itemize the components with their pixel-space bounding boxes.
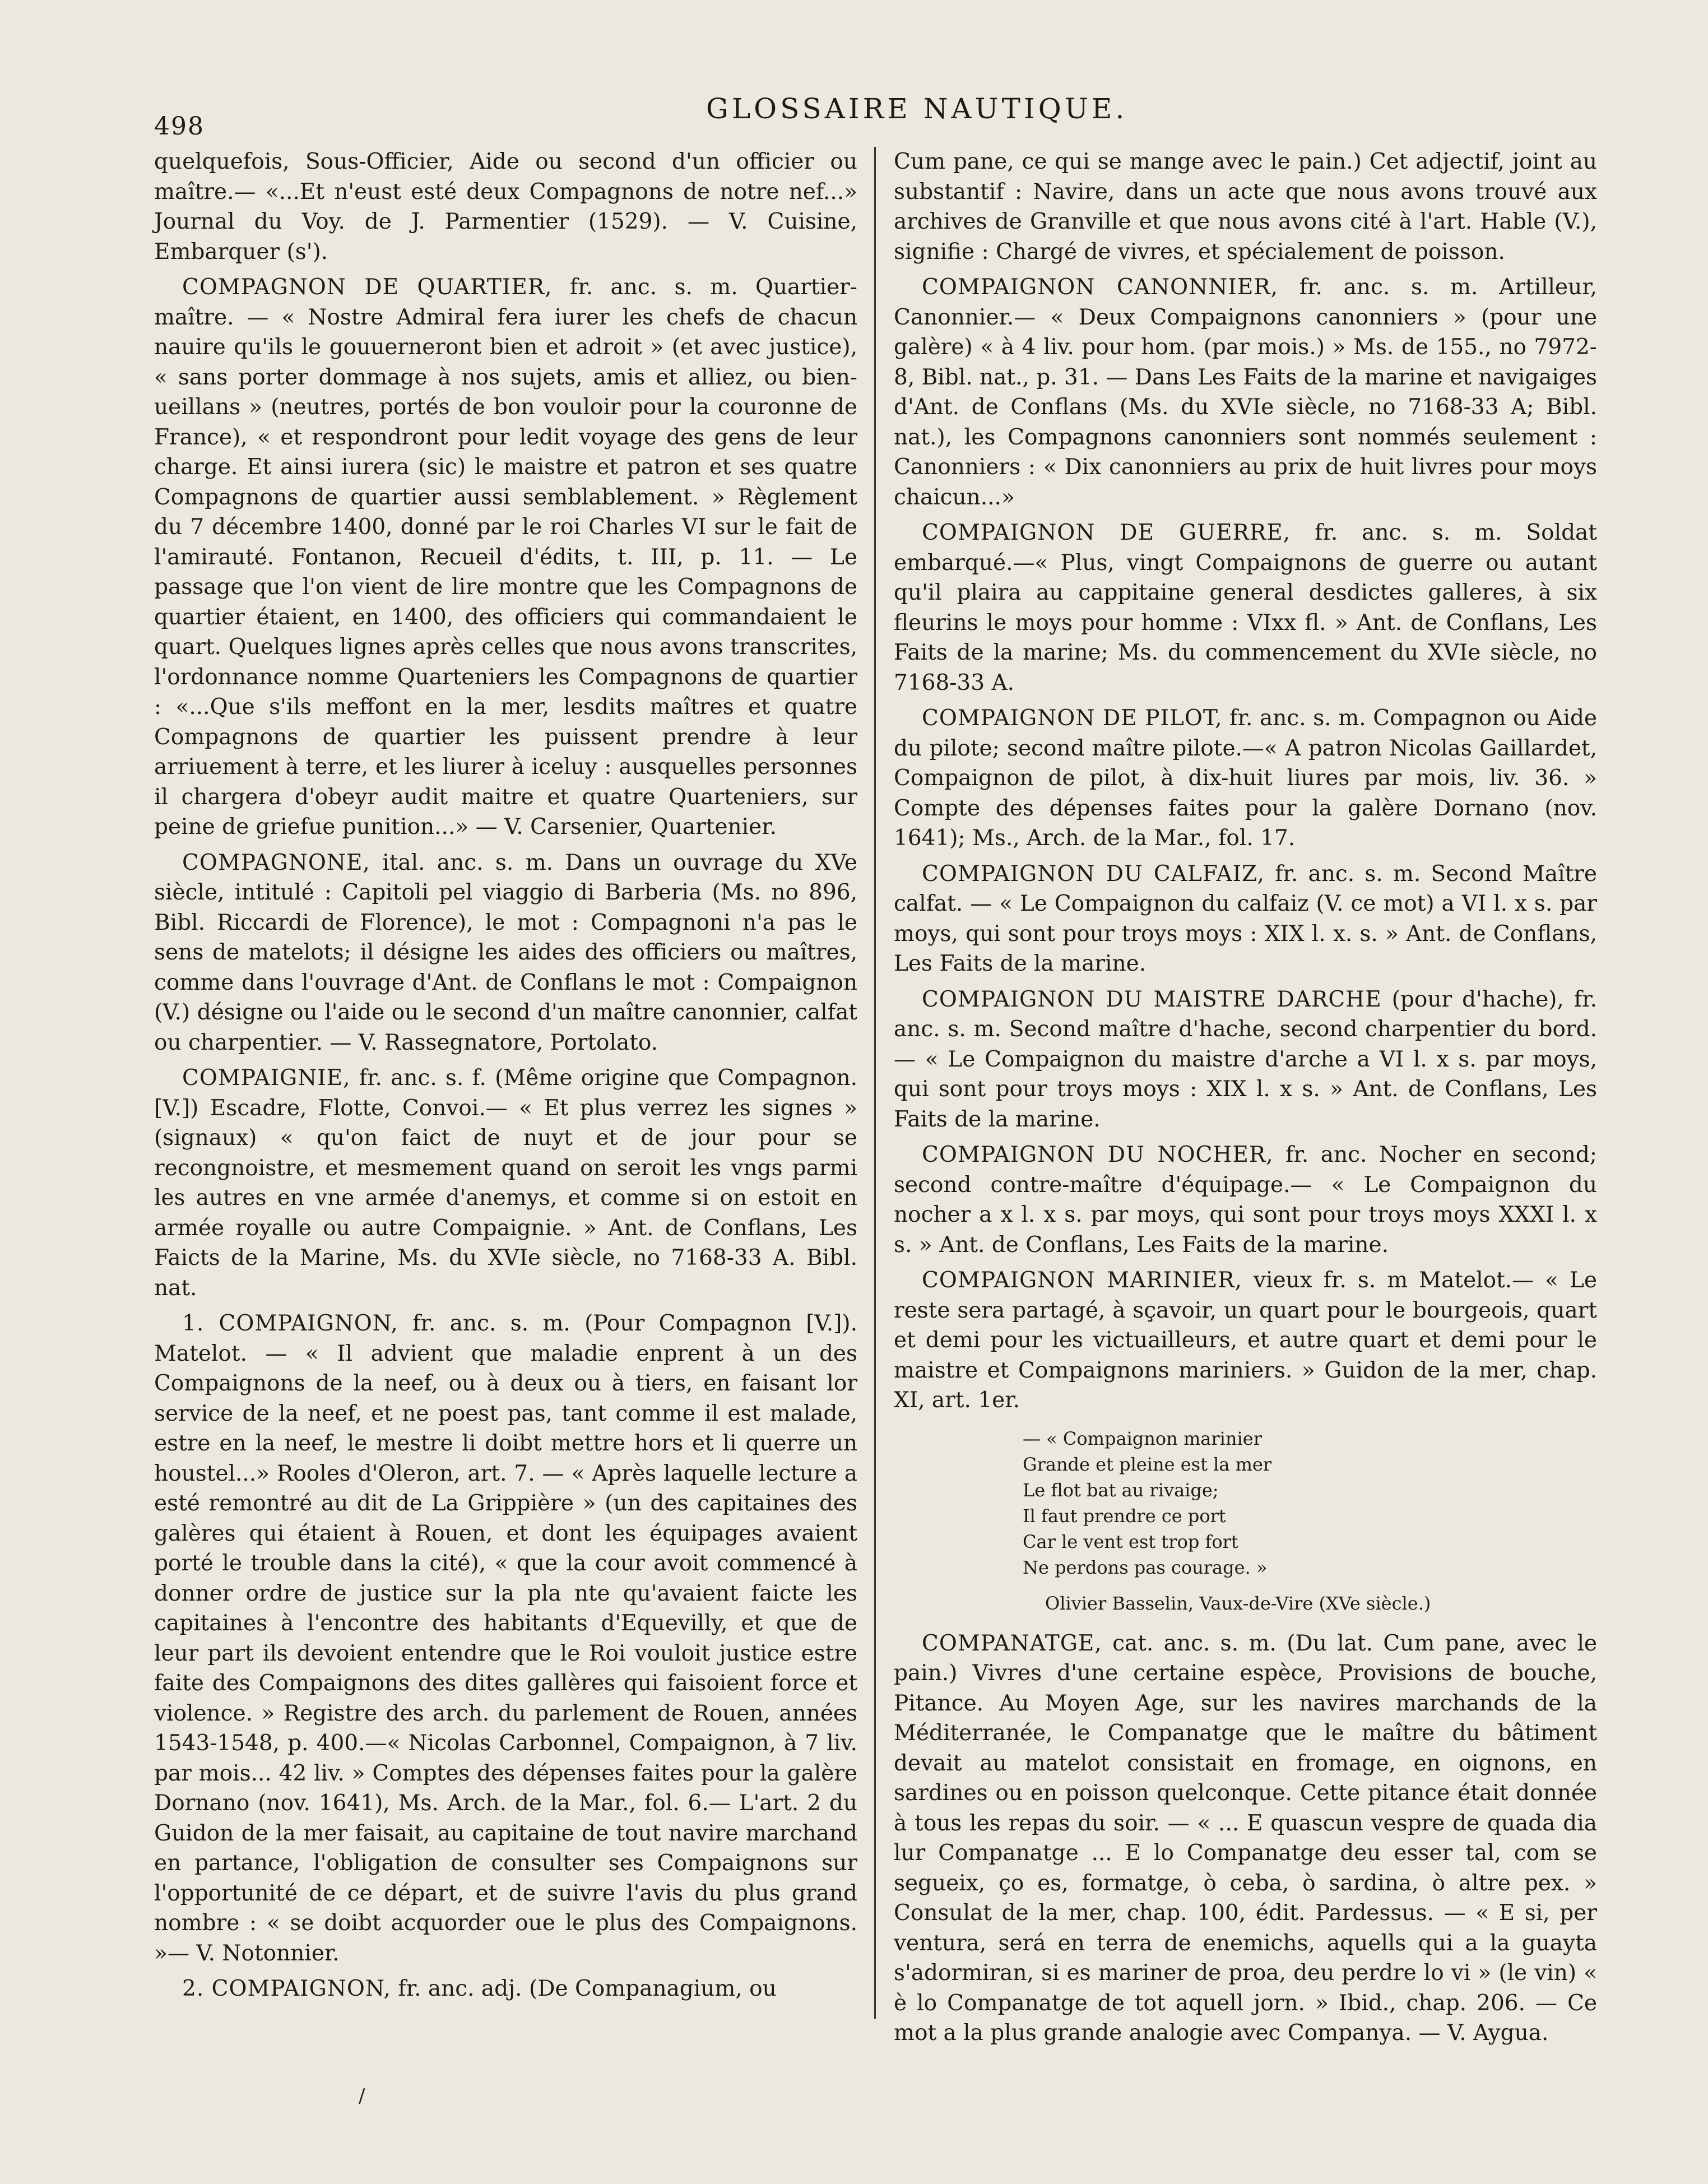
entry-text: cat. anc. s. m. (Du lat. Cum pane, avec le pain.) Vivres d'une certaine espèce, Provisions de bouche, Pitance. Au Moyen Age, sur les navires marchands de la Méditerranée, le Companatge que le maître du bâtiment devait au matelot consistait en fromage, en oignons, en sardines ou en poisson quelconque. Cette pitance était donnée à tous les repas du soir. — « ... E quascun vespre de quada dia lur Companatge ... E lo Companatge deu esser tal, com se segueix, ço es, formatge, ò ceba, ò sardina, ò altre pex. » Consulat de la mer, chap. 100, édit. Pardessus. — « E si, per ventura, será en terra de enemichs, aquells qui a la guayta s'adormiran, si es mariner de proa, deu perdre lo vi » (le vin) « è lo Companatge de tot aquell jorn. » Ibid., chap. 206. — Ce mot a la plus grande analogie avec Companya. — V. Aygua. <box>894 1630 1597 2046</box>
entry-text: fr. anc. s. m. (Pour Compagnon [V.]). Matelot. — « Il advient que maladie enprent à un des Compaignons de la neef, ou à deux ou à tiers, en faisant lor service de la neef, et ne poest pas, tant comme il est malade, estre en la neef, le mestre li doibt mettre hors et li querre un houstel...» Rooles d'Oleron, art. 7. — « Après laquelle lecture a esté remontré au dit de La Grippière » (un des capitaines des galères qui étaient à Rouen, et dont les équipages avaient porté le trouble dans la cité), « que la cour avoit commencé à donner ordre de justice sur la pla nte qu'avaient faicte les capitaines à l'encontre des habitants d'Equevilly, et que de leur part ils devoient entendre que le Roi vouloit justice estre faite des Compaignons des dites gallères qui faisoient force et violence. » Registre des arch. du parlement de Rouen, années 1543-1548, p. 400.—« Nicolas Carbonnel, Compaignon, à 7 liv. par mois... 42 liv. » Comptes des dépenses faites pour la galère Dornano (nov. 1641), Ms. Arch. de la Mar., fol. 6.— L'art. 2 du Guidon de la mer faisait, au capitaine de tout navire marchand en partance, l'obligation de consulter ses Compaignons sur l'opportunité de ce départ, et de suivre l'avis du plus grand nombre : « se doibt acquorder oue le plus des Compaignons. »— V. Notonnier. <box>154 1311 857 1966</box>
entry-text: fr. anc. s. m. Second Maître calfat. — « Le Compaignon du calfaiz (V. ce mot) a VI l. x s. par moys, qui sont pour troys moys : XIX l. x. s. » Ant. de Conflans, Les Faits de la marine. <box>894 861 1597 976</box>
entry-headword: COMPAIGNON DE PILOT, <box>922 706 1223 731</box>
entry-compaignon-de-guerre <box>894 518 1597 698</box>
entry-headword: COMPAIGNIE, <box>182 1065 351 1091</box>
entry-compaignon-du-maistre-darche <box>894 985 1597 1135</box>
entry-compaignon-2 <box>154 1974 857 2004</box>
entry-headword: COMPANATGE, <box>922 1630 1102 1656</box>
verse-line: Il faut prendre ce port <box>1023 1505 1226 1527</box>
entry-continuation <box>154 147 857 267</box>
entry-headword: COMPAIGNON MARINIER, <box>922 1268 1242 1293</box>
entry-headword: COMPAIGNON DU NOCHER, <box>922 1142 1274 1167</box>
verse-line: Car le vent est trop fort <box>1023 1531 1238 1552</box>
verse-line: Le flot bat au rivaige; <box>1023 1479 1219 1501</box>
entry-headword: COMPAIGNON CANONNIER, <box>922 275 1279 300</box>
verse-line: — « Compaignon marinier <box>1023 1427 1262 1449</box>
entry-text: fr. anc. s. m. Compagnon ou Aide du pilote; second maître pilote.—« A patron Nicolas Gaillardet, Compaignon de pilot, à dix-huit liures par mois, liv. 36. » Compte des dépenses faites pour la galère Dornano (nov. 1641); Ms., Arch. de la Mar., fol. 17. <box>894 706 1597 851</box>
column-divider <box>874 147 876 2019</box>
left-column <box>154 147 857 2010</box>
entry-text: fr. anc. Nocher en second; second contre-maître d'équipage.— « Le Compaignon du nocher a x l. x s. par moys, qui sont pour troys moys XXXI l. x s. » Ant. de Conflans, Les Faits de la marine. <box>894 1142 1597 1258</box>
entry-compagnone <box>154 848 857 1058</box>
entry-text: fr. anc. s. f. (Même origine que Compagnon. [V.]) Escadre, Flotte, Convoi.— « Et plus verrez les signes » (signaux) « qu'on faict de nuyt et de jour pour se recongnoistre, et mesmement quand on seroit les vngs parmi les autres en vne armée d'anemys, et comme si on estoit en armée royalle ou autre Compaignie. » Ant. de Conflans, Les Faicts de la Marine, Ms. du XVIe siècle, no 7168-33 A. Bibl. nat. <box>154 1065 857 1301</box>
entry-headword: COMPAGNONE, <box>182 850 370 875</box>
entry-compaignon-du-calfaiz <box>894 859 1597 979</box>
entry-compagnon-de-quartier <box>154 272 857 842</box>
right-column <box>894 147 1597 2054</box>
entry-text: ital. anc. s. m. Dans un ouvrage du XVe siècle, intitulé : Capitoli pel viaggio di Barberia (Ms. no 896, Bibl. Riccardi de Florence), le mot : Compagnoni n'a pas le sens de matelots; il désigne les aides des officiers ou maîtres, comme dans l'ouvrage d'Ant. de Conflans le mot : Compaignon (V.) désigne ou l'aide ou le second d'un maître canonnier, calfat ou charpentier. — V. Rassegnatore, Portolato. <box>154 850 858 1055</box>
entry-text: fr. anc. s. m. Soldat embarqué.—« Plus, vingt Compaignons de guerre ou autant qu'il plaira au cappitaine general desdictes galleres, à six fleurins le moys pour homme : VIxx fl. » Ant. de Conflans, Les Faits de la marine; Ms. du commencement du XVIe siècle, no 7168-33 A. <box>894 520 1597 695</box>
entry-text: Cum pane, ce qui se mange avec le pain.) Cet adjectif, joint au substantif : Navire, dans un acte que nous avons trouvé aux archives de Granville et que nous avons cité à l'art. Hable (V.), signifie : Chargé de vivres, et spécialement de poisson. <box>894 149 1597 265</box>
entry-text: vieux fr. s. m Matelot.— « Le reste sera partagé, à sçavoir, un quart pour le bourgeois, quart et demi pour les victuailleurs, et autre quart et demi pour le maistre et Compaignons mariniers. » Guidon de la mer, chap. XI, art. 1er. <box>894 1268 1597 1413</box>
entry-compaignon-du-nocher <box>894 1140 1597 1260</box>
entry-headword: 2. COMPAIGNON, <box>182 1976 391 2001</box>
entry-text: quelquefois, Sous-Officier, Aide ou second d'un officier ou maître.— «...Et n'eust esté deux Compagnons de notre nef...» Journal du Voy. de J. Parmentier (1529). — V. Cuisine, Embarquer (s'). <box>154 149 857 265</box>
entry-compaignon-canonnier <box>894 272 1597 512</box>
page-number: 498 <box>154 112 205 141</box>
entry-headword: 1. COMPAIGNON, <box>182 1311 398 1336</box>
entry-headword: COMPAIGNON DU MAISTRE DARCHE <box>922 986 1382 1012</box>
entry-headword: COMPAGNON DE QUARTIER, <box>182 275 553 300</box>
entry-compaignon-de-pilot <box>894 703 1597 854</box>
entry-headword: COMPAIGNON DE GUERRE, <box>922 520 1291 545</box>
verse-line: Ne perdons pas courage. » <box>1023 1556 1268 1578</box>
entry-compaignie <box>154 1063 857 1303</box>
verse-quotation <box>1023 1426 1597 1580</box>
entry-compaignon-marinier <box>894 1265 1597 1416</box>
running-title: GLOSSAIRE NAUTIQUE. <box>706 92 1128 125</box>
entry-text: fr. anc. s. m. Quartier-maître. — « Nostre Admiral fera iurer les chefs de chacun nauire qu'ils le gouuerneront bien et adroit » (et avec justice), « sans porter dommage à nos sujets, amis et alliez, ou bien-ueillans » (neutres, portés de bon vouloir pour la couronne de France), « et respondront pour ledit voyage des gens de leur charge. Et ainsi iurera (sic) le maistre et patron et ses quatre Compagnons de quartier aussi semblablement. » Règlement du 7 décembre 1400, donné par le roi Charles VI sur le fait de l'amirauté. Fontanon, Recueil d'édits, t. III, p. 11. — Le passage que l'on vient de lire montre que les Compagnons de quartier étaient, en 1400, des officiers qui commandaient le quart. Quelques lignes après celles que nous avons transcrites, l'ordonnance nomme Quarteniers les Compagnons de quartier : «...Que s'ils meffont en la mer, lesdits maîtres et quatre Compagnons de quartier les puissent prendre à leur arriuement à terre, et les liurer à iceluy : ausquelles personnes il chargera d'obeyr audit maitre et quatre Quarteniers, sur peine de griefue punition...» — V. Carsenier, Quartenier. <box>154 275 857 840</box>
entry-text: (pour d'hache), fr. anc. s. m. Second maître d'hache, second charpentier du bord. — « Le Compaignon du maistre d'arche a VI l. x s. par moys, qui sont pour troys moys : XIX l. x s. » Ant. de Conflans, Les Faits de la marine. <box>894 986 1597 1132</box>
entry-compaignon-1 <box>154 1309 857 1968</box>
verse-attribution: Olivier Basselin, Vaux-de-Vire (XVe siècle.) <box>1045 1592 1431 1614</box>
verse-line: Grande et pleine est la mer <box>1023 1453 1272 1475</box>
stray-mark: / <box>359 2085 365 2107</box>
entry-text: fr. anc. adj. (De Companagium, ou <box>398 1976 777 2001</box>
entry-headword: COMPAIGNON DU CALFAIZ, <box>922 861 1265 887</box>
entry-continuation <box>894 147 1597 267</box>
entry-text: fr. anc. s. m. Artilleur, Canonnier.— « Deux Compaignons canonniers » (pour une galère) « à 4 liv. pour hom. (par mois.) » Ms. de 155., no 7972-8, Bibl. nat., p. 31. — Dans Les Faits de la marine et navigaiges d'Ant. de Conflans (Ms. du XVIe siècle, no 7168-33 A; Bibl. nat.), les Compagnons canonniers sont nommés seulement : Canonniers : « Dix canonniers au prix de huit livres pour moys chaicun...» <box>894 275 1597 510</box>
entry-companatge <box>894 1629 1597 2048</box>
